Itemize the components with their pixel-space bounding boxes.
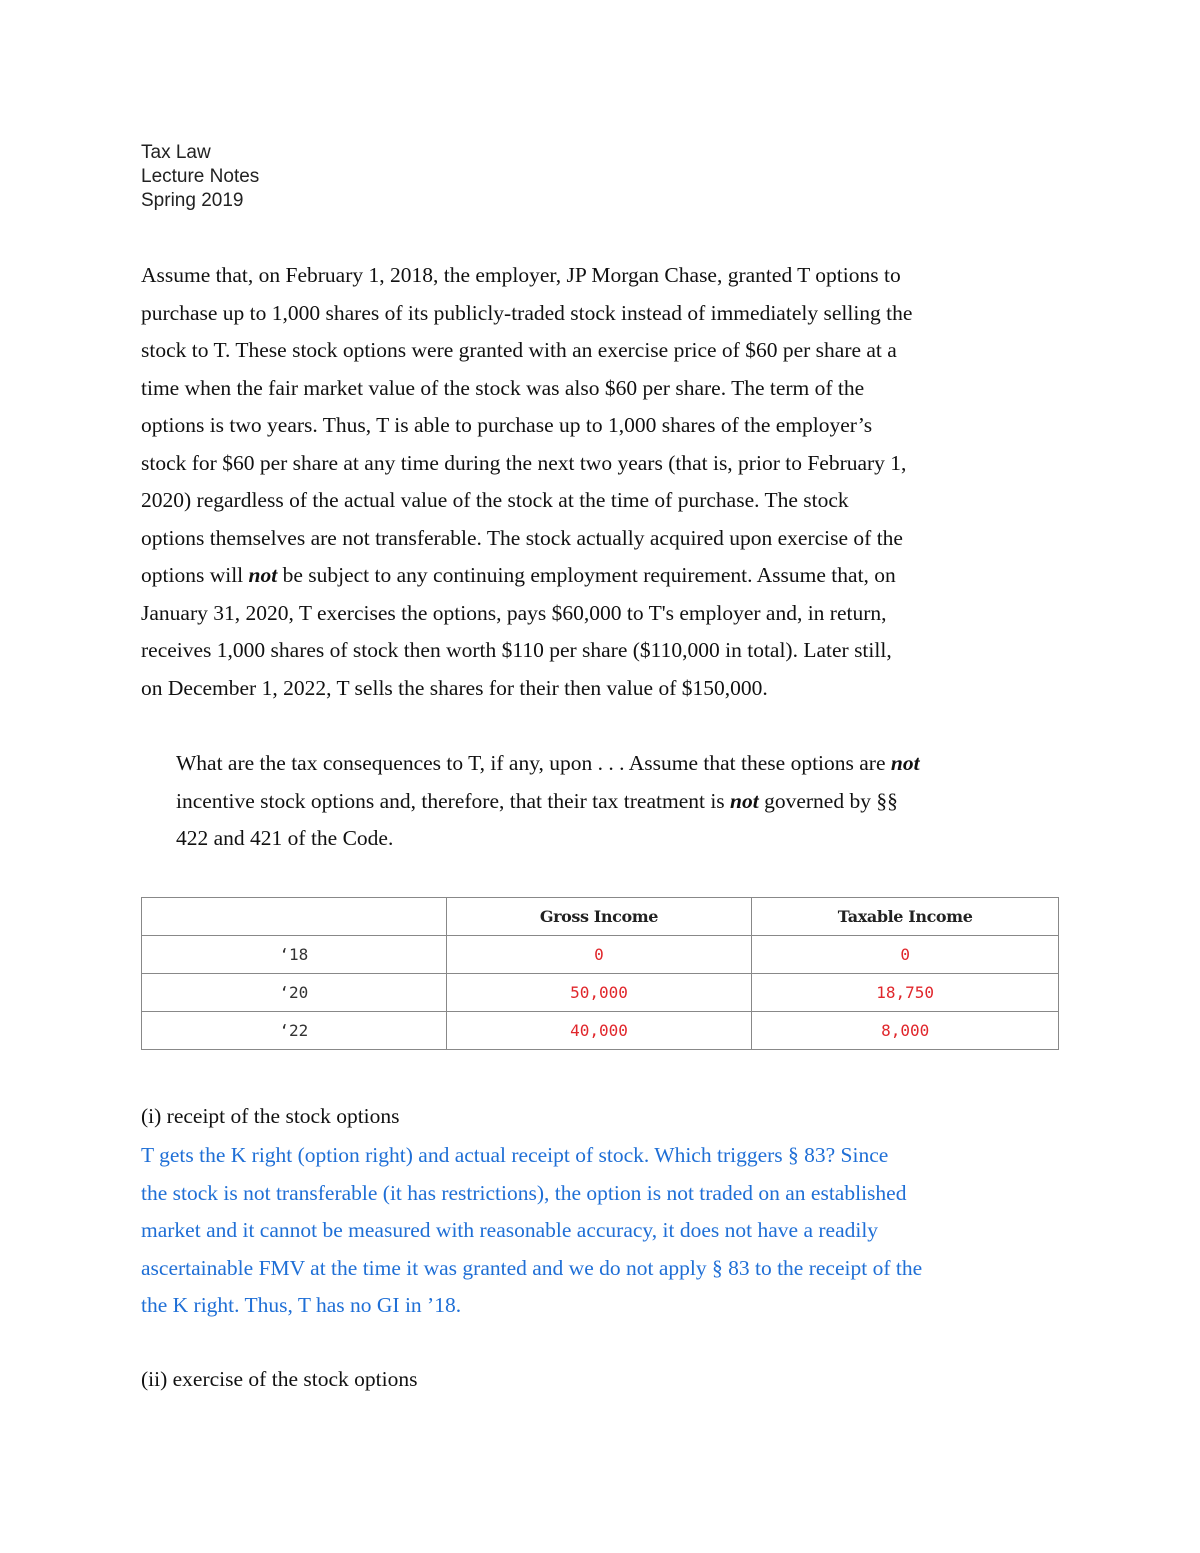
year-cell: ‘22 (142, 1012, 447, 1050)
answer-line: the stock is not transferable (it has restrictions), the option is not traded on an established (141, 1180, 907, 1205)
problem-line: purchase up to 1,000 shares of its publicly-traded stock instead of immediately selling the (141, 300, 913, 325)
document-type: Lecture Notes (141, 166, 260, 187)
question-line (176, 783, 1106, 821)
question-paragraph (176, 745, 1106, 858)
section-ii-heading-block (141, 1361, 1071, 1399)
answer-line: ascertainable FMV at the time it was granted and we do not apply § 83 to the receipt of the (141, 1255, 923, 1280)
emphasis-not: not (248, 563, 278, 587)
question-line: 422 and 421 of the Code. (176, 826, 394, 850)
course-title: Tax Law (141, 142, 211, 163)
problem-line: January 31, 2020, T exercises the options, pays $60,000 to T's employer and, in return, (141, 600, 887, 625)
document-header (141, 141, 259, 213)
problem-text: options will (141, 563, 249, 587)
emphasis-not: not (890, 751, 920, 775)
section-i-heading: (i) receipt of the stock options (141, 1104, 400, 1128)
section-i-answer (141, 1137, 1071, 1325)
emphasis-not: not (730, 788, 759, 813)
problem-line: receives 1,000 shares of stock then worth $110 per share ($110,000 in total). Later still, (141, 638, 892, 662)
problem-paragraph (141, 257, 1071, 707)
gross-income-cell: 40,000 (446, 1012, 752, 1050)
question-text: governed by §§ (758, 788, 898, 813)
question-text: What are the tax consequences to T, if any, upon . . . Assume that these options are (176, 751, 891, 775)
problem-line: options themselves are not transferable. The stock actually acquired upon exercise of the (141, 525, 903, 550)
section-ii-heading: (ii) exercise of the stock options (141, 1367, 418, 1391)
taxable-income-cell: 18,750 (752, 974, 1059, 1012)
year-cell: ‘20 (142, 974, 447, 1012)
gross-income-cell: 50,000 (446, 974, 752, 1012)
answer-line: T gets the K right (option right) and actual receipt of stock. Which triggers § 83? Since (141, 1143, 889, 1167)
problem-text: be subject to any continuing employment requirement. Assume that, on (277, 563, 896, 587)
problem-line: 2020) regardless of the actual value of the stock at the time of purchase. The stock (141, 488, 849, 512)
table-row (142, 1012, 1059, 1050)
table-row (142, 936, 1059, 974)
problem-line: time when the fair market value of the stock was also $60 per share. The term of the (141, 375, 865, 400)
term-label: Spring 2019 (141, 190, 244, 211)
table-header-gross-income: Gross Income (446, 898, 752, 936)
problem-line: Assume that, on February 1, 2018, the employer, JP Morgan Chase, granted T options to (141, 263, 901, 287)
taxable-income-cell: 0 (752, 936, 1059, 974)
table-header-year (142, 898, 447, 936)
table-row (142, 974, 1059, 1012)
section-i-heading-block (141, 1098, 1071, 1136)
table-header-taxable-income: Taxable Income (752, 898, 1059, 936)
question-text: incentive stock options and, therefore, that their tax treatment is (176, 788, 731, 813)
problem-line (141, 557, 1071, 595)
table-header-row (142, 898, 1059, 936)
problem-line: stock for $60 per share at any time during the next two years (that is, prior to February 1, (141, 450, 907, 475)
question-line (176, 745, 1106, 783)
answer-line: the K right. Thus, T has no GI in ’18. (141, 1293, 462, 1317)
year-cell: ‘18 (142, 936, 447, 974)
problem-line: stock to T. These stock options were granted with an exercise price of $60 per share at a (141, 338, 897, 362)
gross-income-cell: 0 (446, 936, 752, 974)
taxable-income-cell: 8,000 (752, 1012, 1059, 1050)
problem-line: on December 1, 2022, T sells the shares for their then value of $150,000. (141, 675, 768, 700)
problem-line: options is two years. Thus, T is able to purchase up to 1,000 shares of the employer’s (141, 413, 873, 437)
income-table (141, 897, 1059, 1050)
answer-line: market and it cannot be measured with reasonable accuracy, it does not have a readily (141, 1218, 879, 1242)
